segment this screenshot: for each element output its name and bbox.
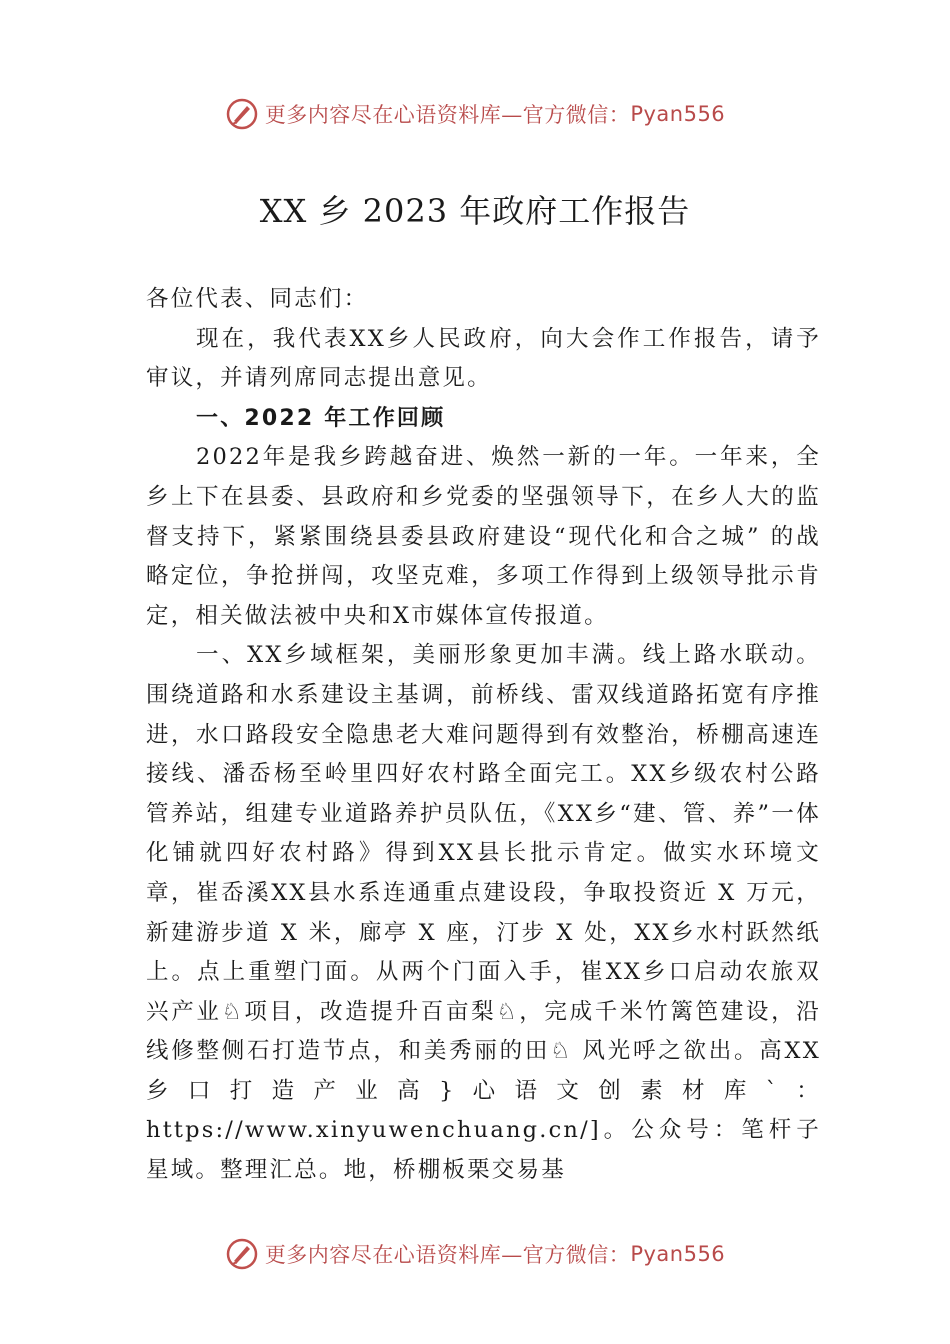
item-one-paragraph: 一、XX乡域框架，美丽形象更加丰满。线上路水联动。围绕道路和水系建设主基调，前桥线、雷双线道路拓宽有序推进，水口路段安全隐患老大难问题得到有效整治，桥棚高速连接线、潘岙杨至岭里四好农村路全面完工。XX乡级农村公路管养站，组建专业道路养护员队伍，《XX乡“建、管、养”一体化铺就四好农村路》得到XX县长批示肯定。做实水环境文章，崔岙溪XX县水系连通重点建设段，争取投资近 X 万元，新建游步道 X 米，廊亭 X 座，汀步 X 处，XX乡水村跃然纸上。点上重塑门面。从两个门面入手，崔XX乡口启动农旅双兴产业♘项目，改造提升百亩梨♘，完成千米竹篱笆建设，沿线修整侧石打造节点，和美秀丽的田♘ 风光呼之欲出。高XX乡口打造产业高}心语文创素材库`：https://www.xinyuwenchuang.cn/]。公众号：笔杆子星域。整理汇总。地，桥棚板栗交易基 xyxy=(146,642,821,1184)
brush-logo-icon xyxy=(225,1237,259,1271)
wechat-id: Pyan556 xyxy=(630,1242,726,1266)
salutation: 各位代表、同志们： xyxy=(146,286,369,312)
wechat-id: Pyan556 xyxy=(630,102,726,126)
intro-paragraph: 现在，我代表XX乡人民政府，向大会作工作报告，请予审议，并请列席同志提出意见。 xyxy=(146,325,821,392)
banner-text: 更多内容尽在心语资料库—官方微信： xyxy=(264,103,631,127)
document-body xyxy=(146,280,821,1191)
banner-text: 更多内容尽在心语资料库—官方微信： xyxy=(264,1243,631,1267)
header-watermark-banner xyxy=(0,92,950,136)
brush-logo-icon xyxy=(225,97,259,131)
footer-watermark-banner xyxy=(0,1232,950,1276)
section-heading: 一、2022 年工作回顾 xyxy=(196,405,446,431)
document-title: XX 乡 2023 年政府工作报告 xyxy=(259,192,691,230)
review-paragraph: 2022年是我乡跨越奋进、焕然一新的一年。一年来，全乡上下在县委、县政府和乡党委的坚强领导下，在乡人大的监督支持下，紧紧围绕县委县政府建设“现代化和合之城” 的战略定位，争抢拼闯，攻坚克难，多项工作得到上级领导批示肯定，相关做法被中央和X市媒体宣传报道。 xyxy=(146,444,821,629)
